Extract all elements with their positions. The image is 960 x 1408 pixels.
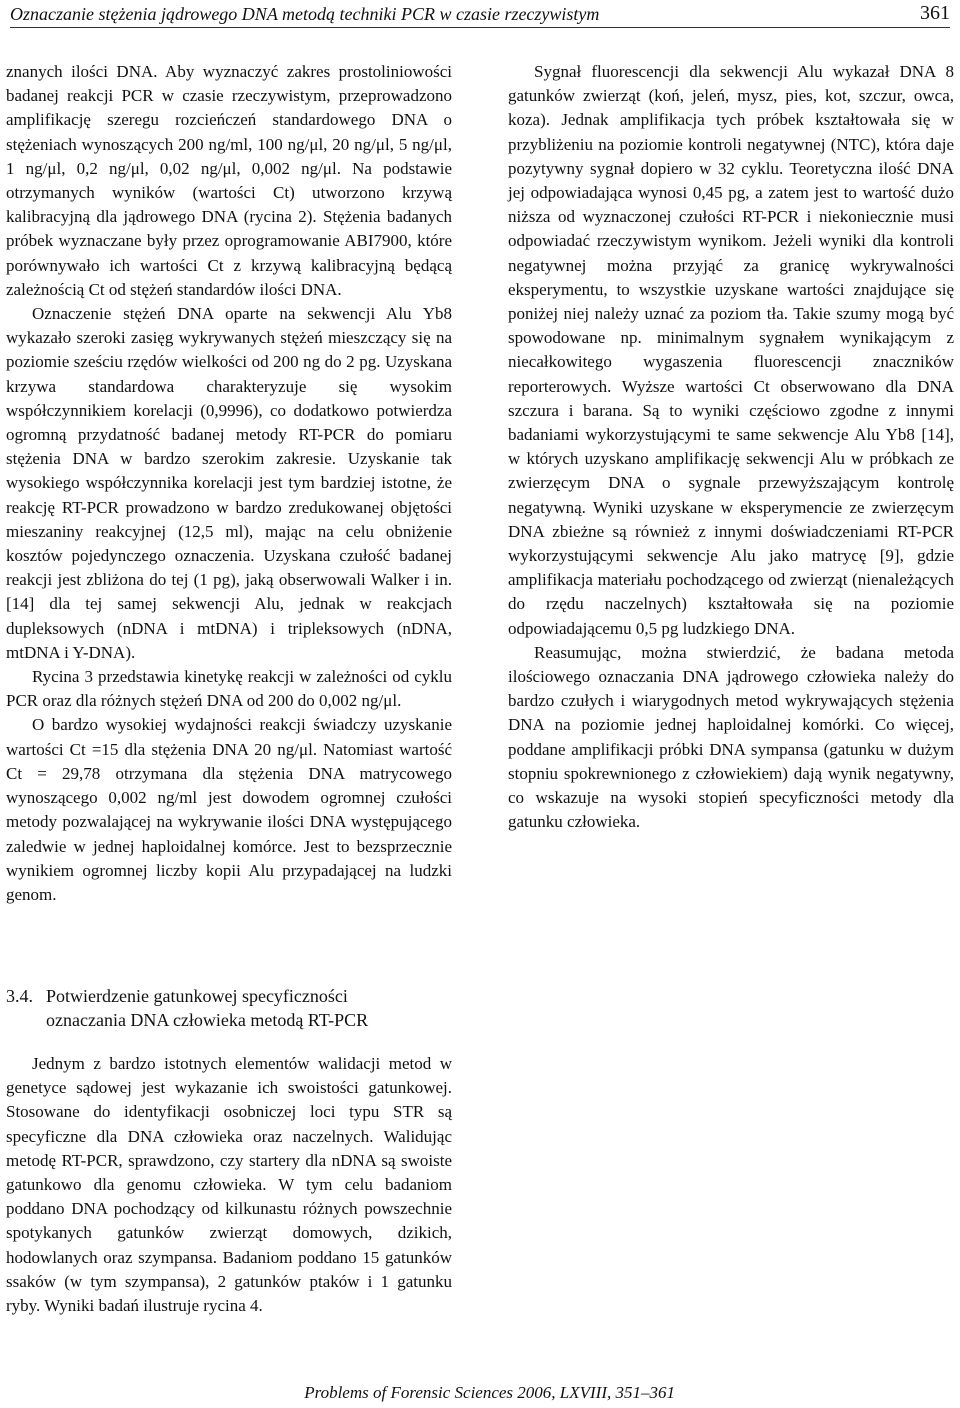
paragraph: O bardzo wysokiej wydajności reakcji świadczy uzyskanie wartości Ct =15 dla stężenia DNA 20 ng/μl. Natomiast wartość Ct = 29,78 otrzymana dla stężenia DNA matrycowego wynoszącego 0,002 ng/ml jest dowodem ogromnej czułości metody pozwalającej na wykrywanie ilości DNA występującego zaledwie w jednej haploidalnej komórce. Jest to bezsprzecznie wynikiem ogromnej liczby kopii Alu przypadającej na ludzki genom. [6,715,452,904]
section-title-line1: Potwierdzenie gatunkowej specyficzności [46,986,348,1006]
paragraph: znanych ilości DNA. Aby wyznaczyć zakres prostoliniowości badanej reakcji PCR w czasie rzeczywistym, przeprowadzono amplifikację szeregu rozcieńczeń standardowego DNA o stężeniach wynoszących 200 ng/ml, 100 ng/μl, 20 ng/μl, 5 ng/μl, 1 ng/μl, 0,2 ng/μl, 0,02 ng/μl, 0,002 ng/μl. Na podstawie otrzymanych wyników (wartości Ct) utworzono krzywą kalibracyjną dla jądrowego DNA (rycina 2). Stężenia badanych próbek wyznaczane były przez oprogramowanie ABI7900, które porównywało ich wartości Ct z krzywą kalibracyjną będącą zależnością Ct od stężeń standardów ilości DNA. [6,62,452,299]
right-column [508,60,954,835]
left-column [6,60,452,907]
section-title [46,984,368,1032]
paragraph: Jednym z bardzo istotnych elementów walidacji metod w genetyce sądowej jest wykazanie ich swoistości gatunkowej. Stosowane do identyfikacji osobniczej loci typu STR są specyficzne dla DNA człowieka oraz naczelnych. Walidując metodę RT-PCR, sprawdzono, czy startery dla nDNA są swoiste gatunkowo dla genomu człowieka. W tym celu badaniom poddano DNA pochodzący od kilkunastu różnych powszechnie spotykanych gatunków zwierząt domowych, dzikich, hodowlanych oraz szympansa. Badaniom poddano 15 gatunków ssaków (w tym szympansa), 2 gatunków ptaków i 1 gatunku ryby. Wyniki badań ilustruje rycina 4. [6,1054,452,1316]
section-number: 3.4. [6,986,33,1006]
paragraph: Reasumując, można stwierdzić, że badana metoda ilościowego oznaczania DNA jądrowego człowieka należy do bardzo czułych i wiarygodnych metod wykrywających stężenia DNA na poziomie jednej haploidalnej komórki. Co więcej, poddane amplifikacji próbki DNA sympansa (gatunku w dużym stopniu spokrewnionego z człowiekiem) dają wynik negatywny, co wskazuje na wysoki stopień specyficzności metody dla gatunku człowieka. [508,642,954,832]
paragraph: Oznaczenie stężeń DNA oparte na sekwencji Alu Yb8 wykazało szeroki zasięg wykrywanych stężeń mieszczący się na poziomie sześciu rzędów wielkości od 200 ng do 2 pg. Uzyskana krzywa standardowa charakteryzuje się wysokim współczynnikiem korelacji (0,9996), co dodatkowo potwierdza ogromną przydatność badanej metody RT-PCR do pomiaru stężenia DNA w bardzo szerokim zakresie. Uzyskanie tak wysokiego współczynnika korelacji jest tym bardziej istotne, że reakcję RT-PCR prowadzono w bardzo zredukowanej objętości mieszaniny reakcyjnej (12,5 ml), mając na celu obniżenie kosztów pojedynczego oznaczenia. Uzyskana czułość badanej reakcji jest zbliżona do tej (1 pg), jaką obserwowali Walker i in. [14] dla tej samej sekwencji Alu, jednak w reakcjach dupleksowych (nDNA i mtDNA) i tripleksowych (nDNA, mtDNA i Y-DNA). [6,304,452,662]
section-heading [6,984,506,1032]
paragraph: Sygnał fluorescencji dla sekwencji Alu wykazał DNA 8 gatunków zwierząt (koń, jeleń, mysz, pies, kot, szczur, owca, koza). Jednak amplifikacja tych próbek kształtowała się w przybliżeniu na poziomie kontroli negatywnej (NTC), która daje pozytywny sygnał dopiero w 32 cyklu. Teoretyczna ilość DNA jej odpowiadająca wynosi 0,45 pg, a zatem jest to wartość dużo niższa od wyznaczonej czułości RT-PCR i niekoniecznie musi odpowiadać rzeczywistym wynikom. Jeżeli wyniki dla kontroli negatywnej można przyjąć za granicę wykrywalności eksperymentu, to wszystkie uzyskane wartości znajdujące się poniżej niej należy uznać za poziom tła. Takie szumy mogą być spowodowane np. minimalnym sygnałem wynikającym z niecałkowitego wygaszenia fluorescencji znaczników reporterowych. Wyższe wartości Ct obserwowano dla DNA szczura i barana. Są to wyniki częściowo zgodne z innymi badaniami wykorzystującymi te same sekwencje Alu Yb8 [14], w których uzyskano amplifikację sekwencji Alu w próbkach ze zwierzęcym DNA o sygnale przewyższającym kontrolę negatywną. Wyniki uzyskane w eksperymencie ze zwierzęcym DNA zbieżne są również z innymi doświadczeniami RT-PCR wykorzystującymi sekwencje Alu jako matrycę [9], gdzie amplifikacja materiału pochodzącego od zwierząt (nienależących do rzędu naczelnych) kształtowała się na poziomie odpowiadającemu 0,5 pg ludzkiego DNA. [508,62,954,638]
running-title: Oznaczanie stężenia jądrowego DNA metodą techniki PCR w czasie rzeczywistym [10,4,600,24]
page-number: 361 [920,2,950,24]
paragraph: Rycina 3 przedstawia kinetykę reakcji w zależności od cyklu PCR oraz dla różnych stężeń DNA od 200 do 0,002 ng/μl. [6,667,452,711]
section-title-line2: oznaczania DNA człowieka metodą RT-PCR [46,1010,369,1030]
page-header [10,0,950,28]
section-body [6,1052,452,1318]
journal-citation: Problems of Forensic Sciences 2006, LXVIII, 351–361 [304,1383,675,1402]
